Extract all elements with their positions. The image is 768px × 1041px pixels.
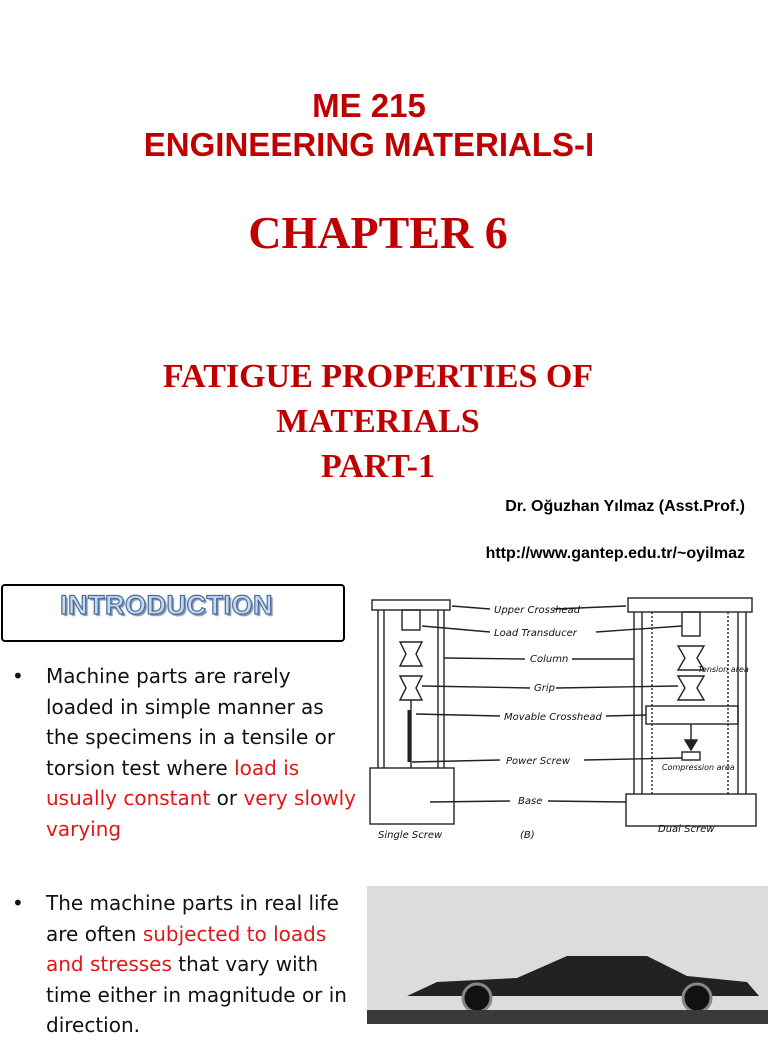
base-left	[370, 768, 454, 824]
bullet-text-part: The machine parts in real life are often	[46, 891, 339, 946]
label-movable-crosshead: Movable Crosshead	[504, 712, 602, 723]
car-wheel-front	[463, 984, 491, 1012]
bullet-item-1	[12, 661, 357, 851]
load-transducer-right	[682, 612, 700, 636]
car-illustration	[367, 886, 768, 1024]
bullet-highlight: load is usually constant	[46, 755, 300, 810]
label-single-screw: Single Screw	[378, 830, 443, 841]
bullet-text	[46, 661, 358, 844]
grip-lower-left	[400, 676, 422, 700]
label-power-screw: Power Screw	[506, 756, 571, 767]
slide-subtitle	[0, 354, 756, 489]
bullet-highlight: subjected to loads and stresses	[46, 921, 327, 976]
bullet-marker: •	[12, 664, 24, 688]
label-grip: Grip	[534, 683, 555, 694]
label-tension-area: Tension area	[698, 665, 749, 674]
testing-machine-diagram	[360, 582, 768, 852]
testing-machine-figure	[360, 582, 768, 852]
bullet-item-2	[12, 888, 357, 1037]
label-base: Base	[518, 796, 543, 807]
label-dual-screw: Dual Screw	[658, 824, 715, 835]
bullet-text	[46, 888, 358, 1041]
grip-lower-right	[678, 676, 704, 700]
label-upper-crosshead: Upper Crosshead	[494, 605, 581, 616]
label-load-transducer: Load Transducer	[494, 628, 577, 639]
road-surface	[367, 1010, 768, 1024]
chapter-title: CHAPTER 6	[248, 207, 508, 258]
course-code: ME 215	[312, 87, 426, 124]
bullet-text-part: that vary with time either in magnitude or in direction.	[46, 952, 347, 1037]
bullet-text-part: Machine parts are rarely loaded in simple manner as the specimens in a tensile or torsion test where	[46, 664, 336, 780]
car-wheel-rear	[683, 984, 711, 1012]
label-column: Column	[530, 654, 569, 665]
bullet-marker: •	[12, 891, 24, 915]
upper-crosshead-left	[372, 600, 450, 610]
bullet-highlight: very slowly varying	[46, 786, 356, 841]
label-compression-area: Compression area	[662, 763, 735, 772]
course-title	[0, 86, 738, 164]
bullet-text-part: or	[210, 786, 244, 810]
subtitle-line-1: FATIGUE PROPERTIES OF	[162, 358, 594, 395]
grip-upper-left	[400, 642, 422, 666]
load-transducer-left	[402, 610, 420, 630]
author-url[interactable]: http://www.gantep.edu.tr/~oyilmaz	[485, 545, 745, 562]
base-right	[626, 794, 756, 826]
car-photo	[367, 886, 768, 1024]
subtitle-line-2: MATERIALS	[276, 403, 480, 440]
intro-heading: INTRODUCTION	[60, 590, 273, 620]
subtitle-line-3: PART-1	[320, 448, 436, 485]
course-name: ENGINEERING MATERIALS-I	[143, 126, 595, 163]
movable-crosshead	[646, 706, 738, 724]
author-name: Dr. Oğuzhan Yılmaz (Asst.Prof.)	[505, 498, 745, 515]
leader-line	[452, 606, 490, 609]
upper-crosshead-right	[628, 598, 752, 612]
label-b: (B)	[520, 830, 535, 841]
